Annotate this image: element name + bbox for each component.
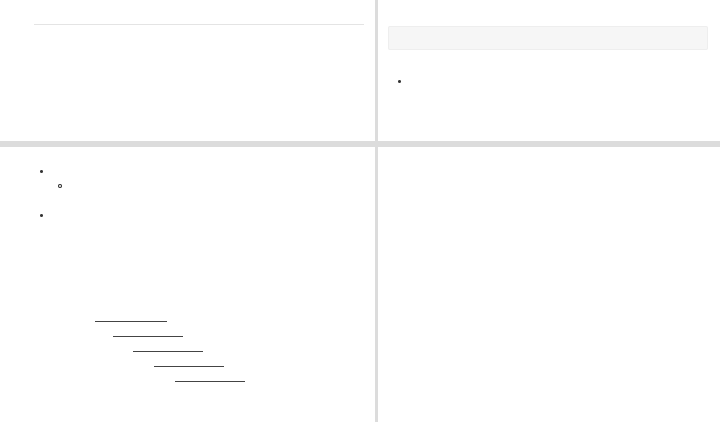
gap5-arcs bbox=[378, 147, 720, 422]
page-shell-diagram bbox=[378, 147, 720, 422]
sub-bullet-icon bbox=[58, 184, 62, 188]
ball-row-gap5 bbox=[456, 244, 656, 260]
pair-line bbox=[154, 366, 224, 367]
bullet-icon bbox=[40, 170, 43, 173]
pair-line bbox=[113, 336, 183, 337]
pair-line bbox=[175, 381, 245, 382]
page-second-round bbox=[0, 147, 375, 422]
code-block bbox=[388, 26, 708, 50]
heading-rule bbox=[34, 24, 364, 25]
bullet-icon bbox=[398, 80, 401, 83]
page-example-array bbox=[378, 0, 720, 141]
pair-line bbox=[133, 351, 203, 352]
ball-row-gap2 bbox=[456, 320, 656, 336]
pair-line bbox=[95, 321, 167, 322]
bullet-icon bbox=[40, 214, 43, 217]
page-intro bbox=[0, 0, 375, 141]
